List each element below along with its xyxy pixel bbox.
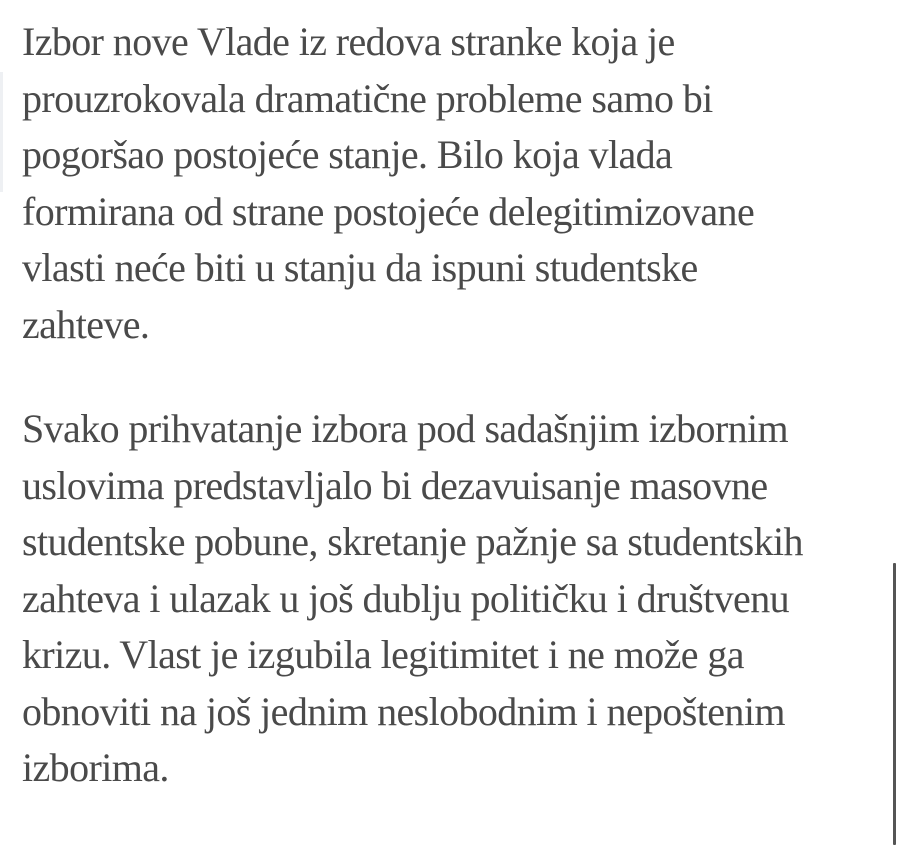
line: Svako prihvatanje izbora pod sadašnjim izbornim [22, 406, 789, 451]
line: zahteva i ulazak u još dublju političku i društvenu [22, 575, 789, 621]
line: Izbor nove Vlade iz redova stranke koja je [22, 19, 675, 64]
paragraph-2 [22, 401, 880, 797]
line: pogoršao postojeće stanje. Bilo koja vlada [22, 132, 673, 177]
line: obnoviti na još jednim neslobodnim i nepoštenim [22, 688, 785, 734]
left-margin-accent [0, 72, 3, 192]
line: zahteve. [22, 301, 150, 347]
line: formirana od strane postojeće delegitimizovane [22, 188, 755, 234]
line: izborima. [22, 745, 169, 790]
line: vlasti neće biti u stanju da ispuni studentske [22, 245, 698, 290]
line: uslovima predstavljalo bi dezavuisanje masovne [22, 462, 768, 508]
vertical-scrollbar[interactable] [888, 0, 900, 845]
scrollbar-thumb[interactable] [893, 563, 896, 845]
line: prouzrokovala dramatične probleme samo bi [22, 75, 713, 121]
paragraph-1 [22, 14, 880, 353]
article-body [22, 14, 880, 797]
line: studentske pobune, skretanje pažnje sa studentskih [22, 519, 803, 564]
line: krizu. Vlast je izgubila legitimitet i ne može ga [22, 632, 744, 677]
